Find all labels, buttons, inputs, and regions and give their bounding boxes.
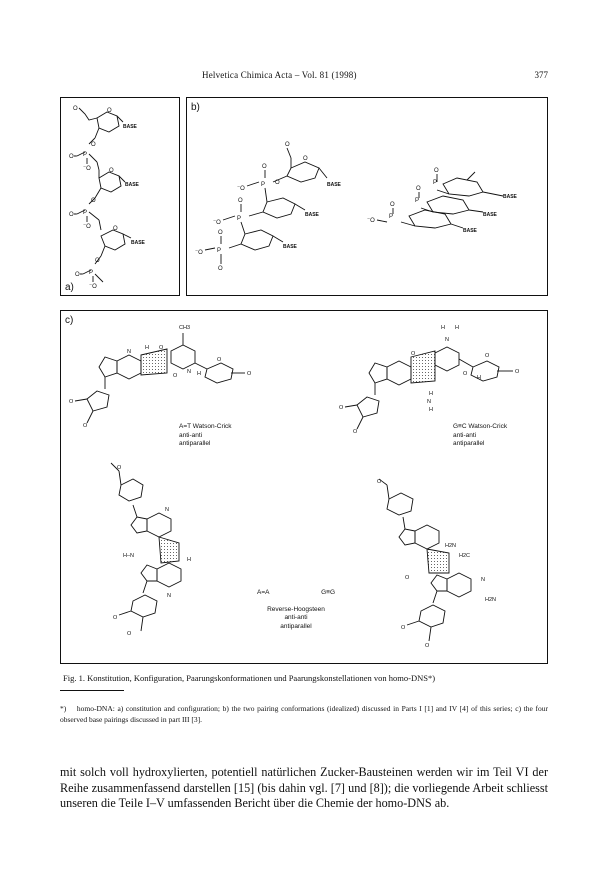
base-label: BASE (305, 212, 319, 218)
o-label: O (173, 373, 178, 379)
pairing-orientation: anti-anti (284, 614, 308, 621)
o-label: O (73, 106, 78, 112)
n-label: N (165, 507, 169, 513)
footnote (60, 703, 548, 725)
o-label: O (238, 198, 243, 204)
n-label: N (481, 577, 485, 583)
o-label: O (463, 371, 468, 377)
h2c-label: H2C (459, 553, 471, 559)
o-label: O (275, 180, 280, 186)
p-label: P (89, 270, 94, 276)
pairing-label-hoogsteen (257, 589, 335, 631)
p-label: P (217, 248, 222, 254)
footnote-text: homo-DNA: a) constitution and configuration; b) the two pairing conformations (idealized) discussed in Parts I [1] and IV [4] of this series; c) the four observed base pairings discussed in part III [3]. (60, 704, 549, 724)
o-label: O (416, 186, 421, 192)
p-label: P (83, 210, 88, 216)
pairing-conformations-structures (187, 98, 547, 295)
p-label: P (237, 216, 242, 222)
pairing-title: A=T Watson-Crick (179, 423, 232, 430)
p-label: P (83, 152, 88, 158)
footnote-marker: *) (60, 704, 67, 713)
pairing-direction: antiparallel (179, 440, 211, 447)
o-label: ⁻O (83, 224, 91, 230)
o-label: O (425, 643, 430, 649)
panel-c-label: c) (65, 315, 74, 326)
o-label: O (91, 142, 96, 148)
h-label: H (197, 371, 201, 377)
o-label: O (285, 142, 290, 148)
h-label: H (187, 557, 191, 563)
figure-panel-a (60, 97, 180, 296)
o-label: ⁻O (367, 218, 375, 224)
pair-aa: A=A (257, 589, 270, 596)
h2n-label: H2N (445, 543, 457, 549)
o-label: ⁻O (237, 186, 245, 192)
ch3-label: CH3 (179, 325, 191, 331)
o-label: ⁻O (195, 250, 203, 256)
pairing-direction: antiparallel (453, 440, 485, 447)
body-paragraph: mit solch voll hydroxylierten, potentiell natürlichen Zucker-Bausteinen werden wir im Teil VI der Reihe zusammenfassend darstellen [15] (bis dahin vgl. [7] und [8]); die vorliegende Arbeit schliesst unseren die Teile I–V umfassenden Bericht über die Chemie der homo-DNS ab. (60, 765, 548, 810)
o-label: O (113, 226, 118, 232)
pairing-orientation: anti-anti (179, 431, 203, 439)
o-label: O (218, 230, 223, 236)
p-label: P (261, 182, 266, 188)
p-label: P (415, 198, 420, 204)
pairing-label-at (179, 423, 232, 449)
running-header (60, 70, 548, 84)
h2n-label: H2N (485, 597, 497, 603)
o-label: O= (69, 154, 78, 160)
n-label: N (167, 593, 171, 599)
o-label: O (377, 479, 382, 485)
n-label: N (127, 349, 131, 355)
footnote-rule (60, 690, 124, 691)
figure-panel-c (60, 310, 548, 664)
h-n-label: H–N (123, 553, 135, 559)
homo-dna-constitution-structure (61, 98, 179, 295)
base-label: BASE (327, 182, 341, 188)
pairing-title: G≡C Watson-Crick (453, 423, 508, 430)
h-label: H (429, 391, 433, 397)
panel-b-label: b) (191, 102, 200, 113)
base-label: BASE (123, 124, 137, 130)
o-label: O (83, 423, 88, 429)
p-label: P (433, 180, 438, 186)
o-label: O= (75, 272, 84, 278)
o-label: O (515, 369, 520, 375)
o-label: O (113, 615, 118, 621)
o-label: O (353, 429, 358, 435)
n-label: N (445, 337, 449, 343)
h-label: H (455, 325, 459, 331)
h-label: H (477, 375, 481, 381)
o-label: O (434, 168, 439, 174)
o-label: O (91, 198, 96, 204)
h-label: H (145, 345, 149, 351)
o-label: O (339, 405, 344, 411)
o-label: O (117, 465, 122, 471)
o-label: O (217, 357, 222, 363)
base-label: BASE (131, 240, 145, 246)
base-label: BASE (463, 228, 477, 234)
page-number: 377 (534, 70, 548, 80)
o-label: O (411, 351, 416, 357)
base-label: BASE (503, 194, 517, 200)
hoogsteen-pairs (257, 589, 335, 598)
pairing-direction: antiparallel (280, 622, 312, 630)
base-label: BASE (125, 182, 139, 188)
base-label: BASE (483, 212, 497, 218)
o-label: ⁻O (213, 220, 221, 226)
h-label: H (441, 325, 445, 331)
p-label: P (389, 214, 394, 220)
pairing-orientation: anti-anti (453, 431, 477, 439)
o-label: O (218, 266, 223, 272)
o-label: ⁻O (83, 166, 91, 172)
h-label: H (429, 407, 433, 413)
pairing-title: Reverse-Hoogsteen (267, 605, 325, 613)
running-title: Helvetica Chimica Acta – Vol. 81 (1998) (202, 70, 357, 80)
pairing-label-gc (453, 423, 507, 449)
o-label: O (405, 575, 410, 581)
o-label: O (390, 202, 395, 208)
o-label: O= (69, 212, 78, 218)
figure-caption: Fig. 1. Konstitution, Konfiguration, Paarungskonformationen und Paarungskonstellationen von homo-DNS*) (63, 673, 436, 683)
o-label: O (247, 371, 252, 377)
n-label: N (187, 369, 191, 375)
o-label: ⁻O (89, 284, 97, 290)
o-label: O (109, 168, 114, 174)
o-label: O (95, 258, 100, 264)
o-label: O (69, 399, 74, 405)
o-label: O (107, 108, 112, 114)
pair-gg: G≡G (321, 589, 335, 596)
o-label: O (159, 345, 164, 351)
o-label: O (303, 156, 308, 162)
n-label: N (427, 399, 431, 405)
figure-panel-b (186, 97, 548, 296)
panel-a-label: a) (65, 282, 74, 293)
o-label: O (401, 625, 406, 631)
o-label: O (127, 631, 132, 637)
o-label: O (485, 353, 490, 359)
o-label: O (262, 164, 267, 170)
base-label: BASE (283, 244, 297, 250)
